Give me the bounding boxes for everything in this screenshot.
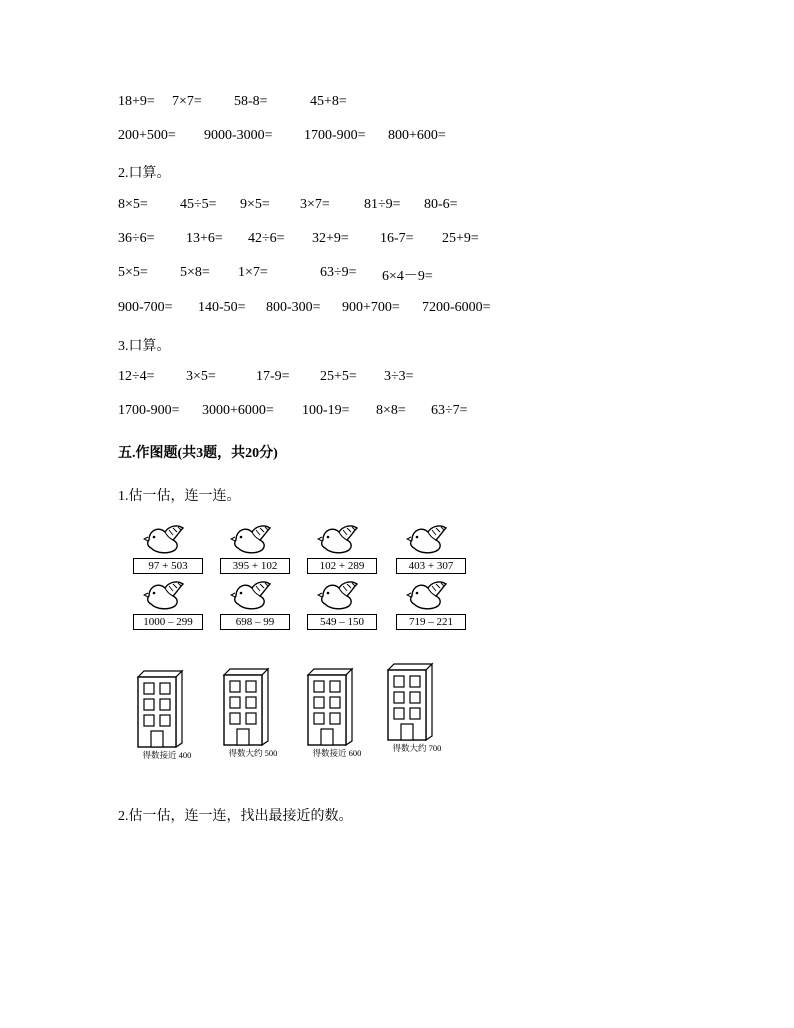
building-icon [386,662,434,742]
calc-item: 800+600= [388,128,446,143]
calc-row-8 [118,403,491,419]
calc-item: 800-300= [266,300,321,315]
calc-item: 3000+6000= [202,403,274,418]
question-3-title: 3.口算。 [118,339,171,354]
calc-item: 17-9= [256,369,290,384]
calc-row-7 [118,369,434,385]
calc-item: 63÷7= [431,403,468,418]
calc-item: 42÷6= [248,231,285,246]
bird-icon [317,578,361,612]
estimate-figure [130,522,475,762]
bird-icon [406,578,450,612]
calc-item: 80-6= [424,197,458,212]
calc-row-3 [118,197,474,213]
calc-item: 140-50= [198,300,246,315]
calc-item: 45÷5= [180,197,217,212]
calc-item: 36÷6= [118,231,155,246]
calc-row-5 [118,265,462,285]
building-card[interactable] [306,667,368,777]
bird-icon [406,522,450,556]
calc-item: 3×5= [186,369,216,384]
expression-box: 403 + 307 [396,558,466,574]
bird-icon [317,522,361,556]
calc-item: 58-8= [234,94,268,109]
expression-box: 97 + 503 [133,558,203,574]
building-card[interactable] [136,669,198,779]
building-card[interactable] [386,662,448,772]
question-5-1-title: 1.估一估，连一连。 [118,489,241,504]
calc-item: 900-700= [118,300,173,315]
calc-item: 16-7= [380,231,414,246]
bird-icon [143,578,187,612]
expression-box: 395 + 102 [220,558,290,574]
calc-item: 5×5= [118,265,148,280]
bird-card[interactable] [396,522,466,572]
calc-row-2 [118,128,468,144]
bird-card[interactable] [307,522,377,572]
calc-item: 8×5= [118,197,148,212]
calc-item: 12÷4= [118,369,155,384]
expression-box: 549 – 150 [307,614,377,630]
expression-box: 719 – 221 [396,614,466,630]
calc-item: 1×7= [238,265,268,280]
question-2-title: 2.口算。 [118,166,171,181]
expression-box: 102 + 289 [307,558,377,574]
bird-card[interactable] [307,578,377,628]
calc-item: 7×7= [172,94,202,109]
building-caption: 得数大约 700 [392,743,442,753]
calc-item: 9000-3000= [204,128,273,143]
building-card[interactable] [222,667,284,777]
calc-item: 1700-900= [304,128,366,143]
building-icon [306,667,354,747]
calc-item: 18+9= [118,94,155,109]
bird-card[interactable] [396,578,466,628]
calc-item: 1700-900= [118,403,180,418]
bird-icon [143,522,187,556]
calc-item: 900+700= [342,300,400,315]
calc-item: 3×7= [300,197,330,212]
building-caption: 得数接近 600 [312,748,362,758]
calc-row-6 [118,300,512,316]
calc-item: 8×8= [376,403,406,418]
building-icon [136,669,184,749]
expression-box: 1000 – 299 [133,614,203,630]
calc-item: 7200-6000= [422,300,491,315]
calc-item: 25+9= [442,231,479,246]
section-heading: 五.作图题(共3题，共20分) [118,446,278,461]
bird-card[interactable] [133,522,203,572]
bird-icon [230,522,274,556]
calc-item: 81÷9= [364,197,401,212]
bird-card[interactable] [220,522,290,572]
calc-item: 6×4－9= [382,269,433,284]
calc-row-1 [118,94,370,110]
calc-item: 5×8= [180,265,210,280]
expression-box: 698 – 99 [220,614,290,630]
bird-card[interactable] [133,578,203,628]
building-caption: 得数大约 500 [228,748,278,758]
bird-card[interactable] [220,578,290,628]
building-icon [222,667,270,747]
calc-item: 9×5= [240,197,270,212]
calc-item: 13+6= [186,231,223,246]
calc-item: 32+9= [312,231,349,246]
calc-row-4 [118,231,492,247]
question-5-2-title: 2.估一估，连一连，找出最接近的数。 [118,809,353,824]
calc-item: 63÷9= [320,265,357,280]
calc-item: 45+8= [310,94,347,109]
calc-item: 25+5= [320,369,357,384]
calc-item: 200+500= [118,128,176,143]
bird-icon [230,578,274,612]
calc-item: 100-19= [302,403,350,418]
calc-item: 3÷3= [384,369,414,384]
building-caption: 得数接近 400 [142,750,192,760]
